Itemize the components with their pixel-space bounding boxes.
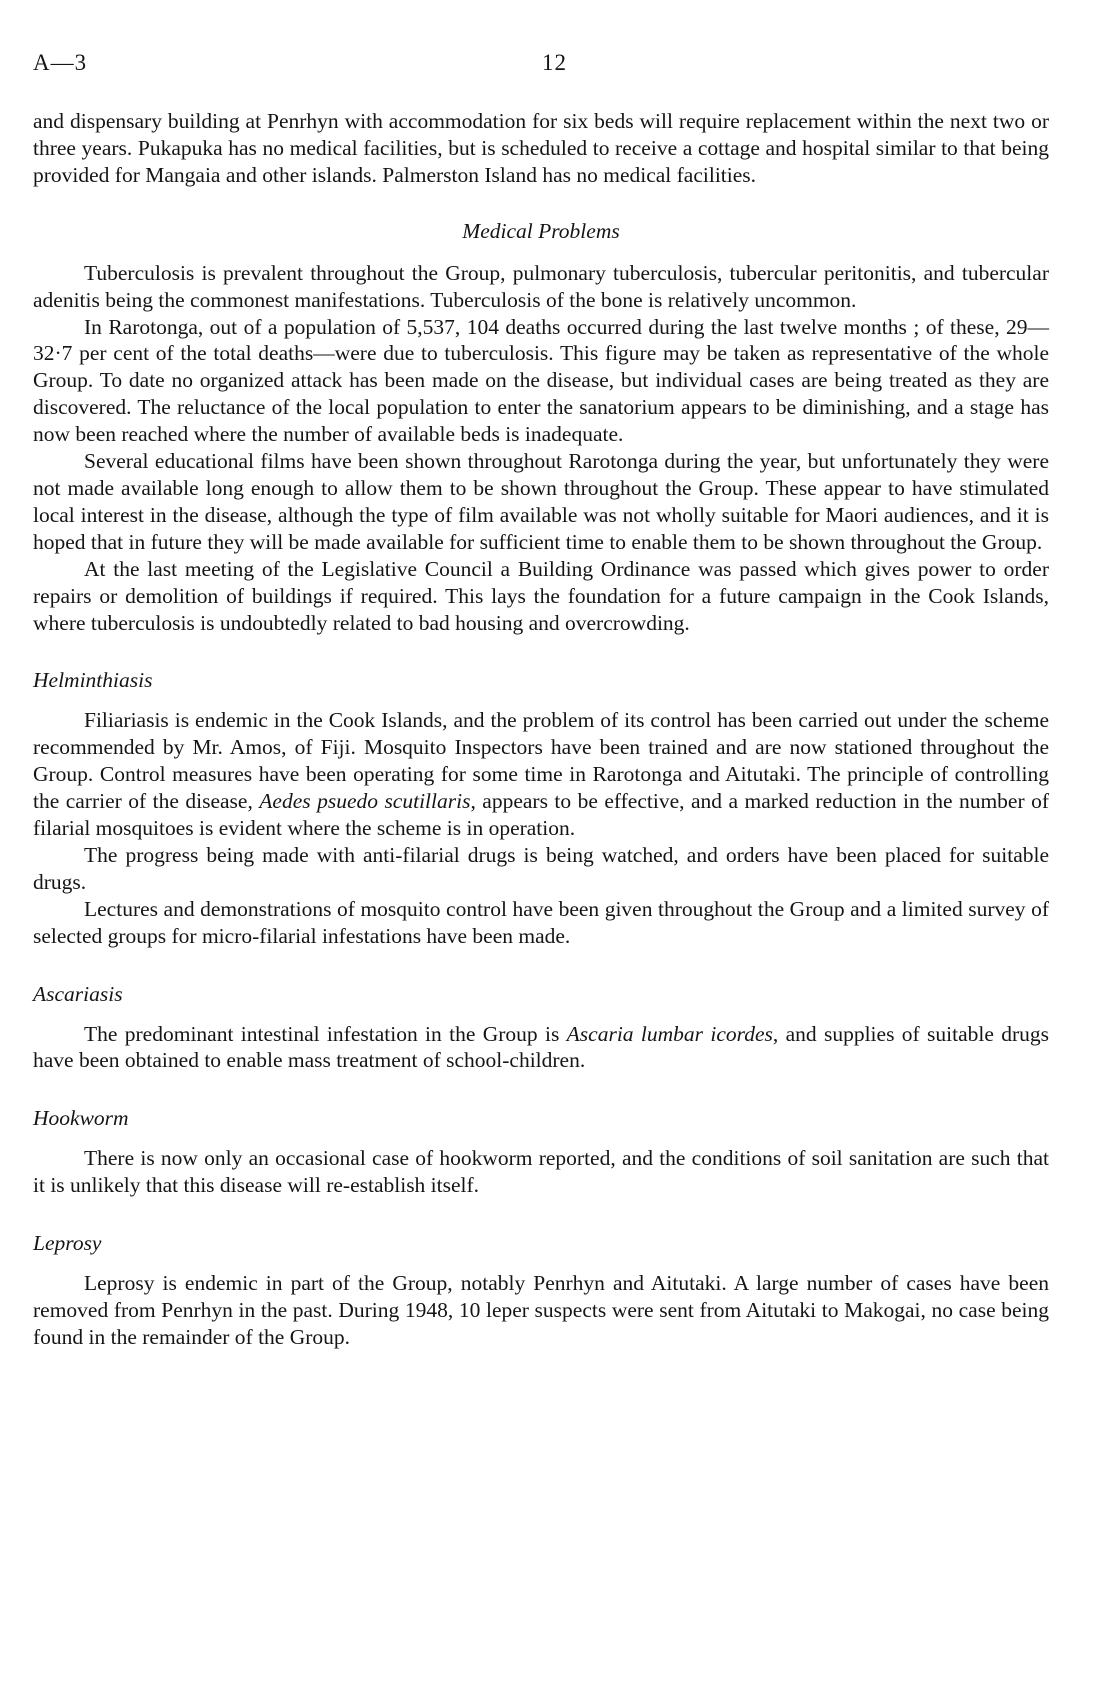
- text-segment: Filiariasis is endemic in the Cook Islands, and the problem of its control has been carried out under the scheme recommended by Mr. Amos, of Fiji. Mosquito Inspectors have been trained and are now stationed throughout the Group. Control measures have been operating for some time in Rarotonga and Aitutaki. The principle of controlling the carrier of the disease,: [33, 708, 1049, 814]
- species-name: Ascaria lumbar icordes: [566, 1021, 773, 1046]
- paragraph-tb-2: In Rarotonga, out of a population of 5,537, 104 deaths occurred during the last twelve months ; of these, 29—32·7 per cent of the total deaths—were due to tuberculosis. This figure may be taken as representative of the whole Group. To date no organized attack has been made on the disease, but individual cases are being treated as they are discovered. The reluctance of the local population to enter the sanatorium appears to be diminishing, and a stage has now been reached where the number of available beds is inadequate.: [33, 314, 1049, 447]
- subheading-ascariasis: Ascariasis: [33, 981, 123, 1006]
- page-body: [33, 108, 1049, 1351]
- paragraph-continued: and dispensary building at Penrhyn with accommodation for six beds will require replacement within the next two or three years. Pukapuka has no medical facilities, but is scheduled to receive a cottage and hospital similar to that being provided for Mangaia and other islands. Palmerston Island has no medical facilities.: [33, 109, 1049, 187]
- species-name: Aedes psuedo scutillaris: [259, 789, 471, 814]
- paragraph-tb-3: Several educational films have been shown throughout Rarotonga during the year, but unfortunately they were not made available long enough to allow them to be shown throughout the Group. These appear to have stimulated local interest in the disease, although the type of film available was not wholly suitable for Maori audiences, and it is hoped that in future they will be made available for sufficient time to enable them to be shown throughout the Group.: [33, 449, 1049, 554]
- paragraph-helminthiasis-3: Lectures and demonstrations of mosquito control have been given throughout the Group and a limited survey of selected groups for micro-filarial infestations have been made.: [33, 896, 1049, 948]
- paragraph-tb-4: At the last meeting of the Legislative Council a Building Ordinance was passed which gives power to order repairs or demolition of buildings if required. This lays the foundation for a future campaign in the Cook Islands, where tuberculosis is undoubtedly related to bad housing and overcrowding.: [33, 556, 1049, 635]
- text-segment: The predominant intestinal infestation in the Group is: [84, 1021, 567, 1046]
- paragraph-hookworm: There is now only an occasional case of hookworm reported, and the conditions of soil sanitation are such that it is unlikely that this disease will re-establish itself.: [33, 1146, 1049, 1198]
- subheading-helminthiasis: Helminthiasis: [33, 668, 153, 693]
- paragraph-tb-1: Tuberculosis is prevalent throughout the Group, pulmonary tuberculosis, tubercular peritonitis, and tubercular adenitis being the commonest manifestations. Tuberculosis of the bone is relatively uncommon.: [33, 260, 1049, 312]
- page-reference: A—3: [33, 50, 88, 75]
- subheading-leprosy: Leprosy: [33, 1231, 102, 1256]
- subheading-hookworm: Hookworm: [33, 1106, 129, 1131]
- text-segment: , appears to be effective, and a marked reduction in the number of filarial mosquitoes is evident where the scheme is in operation.: [33, 789, 1049, 841]
- paragraph-leprosy: Leprosy is endemic in part of the Group, notably Penrhyn and Aitutaki. A large number of cases have been removed from Penrhyn in the past. During 1948, 10 leper suspects were sent from Aitutaki to Makogai, no case being found in the remainder of the Group.: [33, 1271, 1049, 1349]
- paragraph-ascariasis: [33, 1021, 1049, 1075]
- section-heading-medical-problems: Medical Problems: [462, 218, 620, 243]
- page-number: 12: [542, 50, 567, 75]
- paragraph-helminthiasis-1: [33, 707, 1049, 842]
- paragraph-helminthiasis-2: The progress being made with anti-filarial drugs is being watched, and orders have been placed for suitable drugs.: [33, 842, 1049, 894]
- text-segment: , and supplies of suitable drugs have been obtained to enable mass treatment of school-children.: [33, 1021, 1050, 1073]
